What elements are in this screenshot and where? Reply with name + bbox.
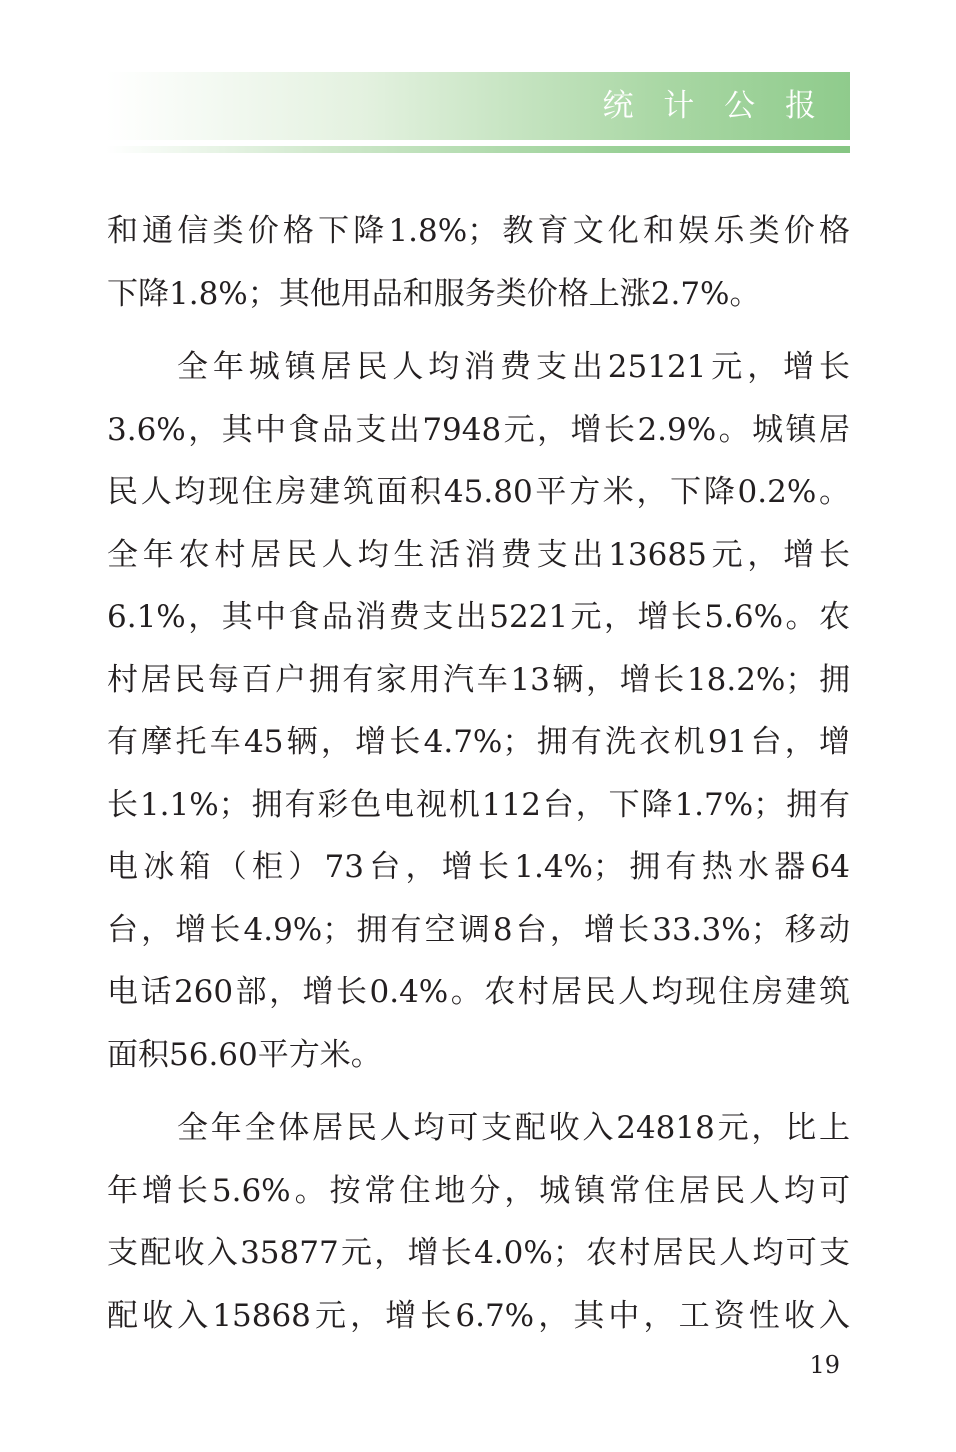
paragraph-1 [107, 200, 850, 325]
body-text [107, 200, 850, 1347]
text-line: 面积56.60平方米。 [107, 1036, 382, 1073]
text-line: 民人均现住房建筑面积45.80平方米，下降0.2%。 [107, 474, 850, 510]
text-line: 配收入15868元，增长6.7%，其中，工资性收入 [107, 1297, 850, 1334]
text-line: 年增长5.6%。按常住地分，城镇常住居民人均可 [107, 1172, 850, 1209]
text-line: 村居民每百户拥有家用汽车13辆，增长18.2%；拥 [107, 661, 850, 698]
text-line: 长1.1%；拥有彩色电视机112台，下降1.7%；拥有 [107, 786, 850, 823]
text-line: 支配收入35877元，增长4.0%；农村居民人均可支 [107, 1235, 850, 1271]
section-title: 统 计 公 报 [602, 88, 826, 124]
text-line: 电冰箱（柜）73台，增长1.4%；拥有热水器64 [107, 849, 850, 885]
paragraph-2 [107, 336, 850, 1086]
header-divider [106, 146, 850, 153]
text-line: 和通信类价格下降1.8%；教育文化和娱乐类价格 [107, 213, 850, 249]
text-line: 3.6%，其中食品支出7948元，增长2.9%。城镇居 [107, 411, 850, 448]
paragraph-3 [107, 1097, 850, 1347]
text-line: 6.1%，其中食品消费支出5221元，增长5.6%。农 [107, 599, 850, 635]
text-line: 全年城镇居民人均消费支出25121元，增长 [177, 349, 850, 385]
header-banner [106, 72, 850, 140]
text-line: 有摩托车45辆，增长4.7%；拥有洗衣机91台，增 [107, 724, 850, 760]
text-line: 电话260部，增长0.4%。农村居民人均现住房建筑 [107, 974, 850, 1010]
text-line: 全年全体居民人均可支配收入24818元，比上 [177, 1110, 850, 1146]
text-line: 下降1.8%；其他用品和服务类价格上涨2.7%。 [107, 275, 761, 312]
text-line: 台，增长4.9%；拥有空调8台，增长33.3%；移动 [107, 911, 850, 948]
text-line: 全年农村居民人均生活消费支出13685元，增长 [107, 536, 850, 573]
page-number: 19 [809, 1351, 840, 1379]
